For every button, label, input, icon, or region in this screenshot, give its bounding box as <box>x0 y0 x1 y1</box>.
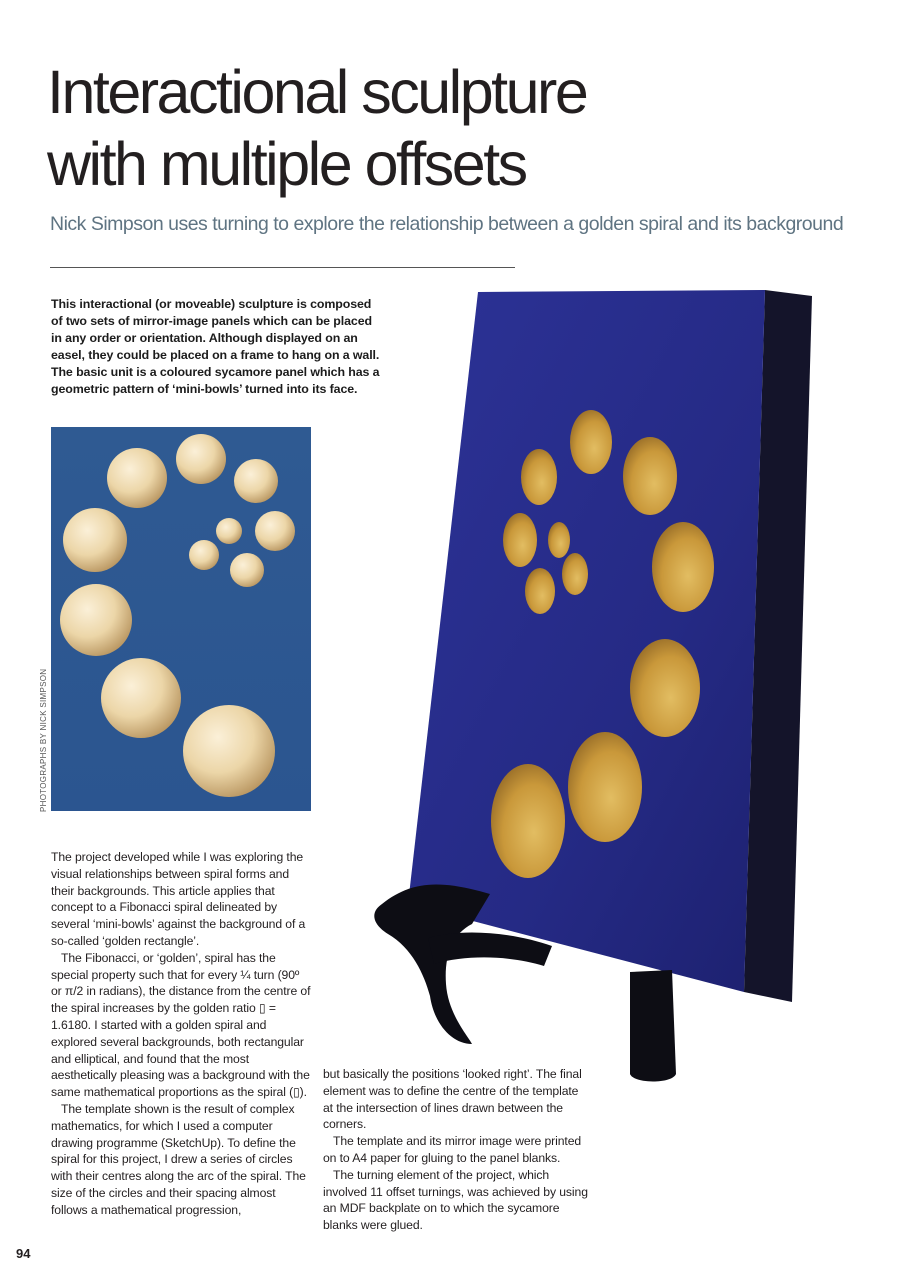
body-paragraph: The Fibonacci, or ‘golden’, spiral has the special property such that for every ¼ turn (90º or π/2 in radians), the distance from the centre of the spiral increases by the golden ratio ▯ = 1.6180. I started with a golden spiral and explored several backgrounds, both rectangular and elliptical, and found that the most aesthetically pleasing was a background with the same mathematical proportions as the spiral (▯). <box>51 950 311 1100</box>
article-title-line-2: with multiple offsets <box>47 130 526 198</box>
page-number: 94 <box>16 1246 31 1261</box>
body-paragraph: but basically the positions ‘looked right’. The final element was to define the centre of the template at the intersection of lines drawn between the corners. <box>323 1067 582 1132</box>
article-title <box>47 56 847 200</box>
body-paragraph: The project developed while I was exploring the visual relationships between spiral forms and their backgrounds. This article applies that concept to a Fibonacci spiral delineated by several ‘mini-bowls’ against the background of a so-called ‘golden rectangle’. <box>51 850 306 948</box>
body-column-2 <box>323 1066 588 1234</box>
body-column-1 <box>51 849 313 1219</box>
body-paragraph: The template shown is the result of complex mathematics, for which I used a computer drawing programme (SketchUp). To define the spiral for this project, I drew a series of circles with their centres along the arc of the spiral. The size of the circles and their spacing almost follows a mathematical progression, <box>51 1101 306 1217</box>
spiral-balls-photo <box>51 427 311 811</box>
sculpture-panel-photo <box>372 284 817 1089</box>
article-title-line-1: Interactional sculpture <box>47 58 587 126</box>
body-paragraph: The template and its mirror image were printed on to A4 paper for gluing to the panel blanks. <box>323 1134 582 1165</box>
title-divider <box>50 267 515 268</box>
body-paragraph: The turning element of the project, which involved 11 offset turnings, was achieved by using an MDF backplate on to which the sycamore blanks were glued. <box>323 1167 588 1233</box>
photo-credit: PHOTOGRAPHS BY NICK SIMPSON <box>39 668 48 812</box>
intro-paragraph: This interactional (or moveable) sculpture is composed of two sets of mirror-image panels which can be placed in any order or orientation. Although displayed on an easel, they could be placed on a frame to hang on a wall. The basic unit is a coloured sycamore panel which has a geometric pattern of ‘mini-bowls’ turned into its face. <box>51 297 380 396</box>
article-subtitle: Nick Simpson uses turning to explore the relationship between a golden spiral and its background <box>50 213 844 235</box>
